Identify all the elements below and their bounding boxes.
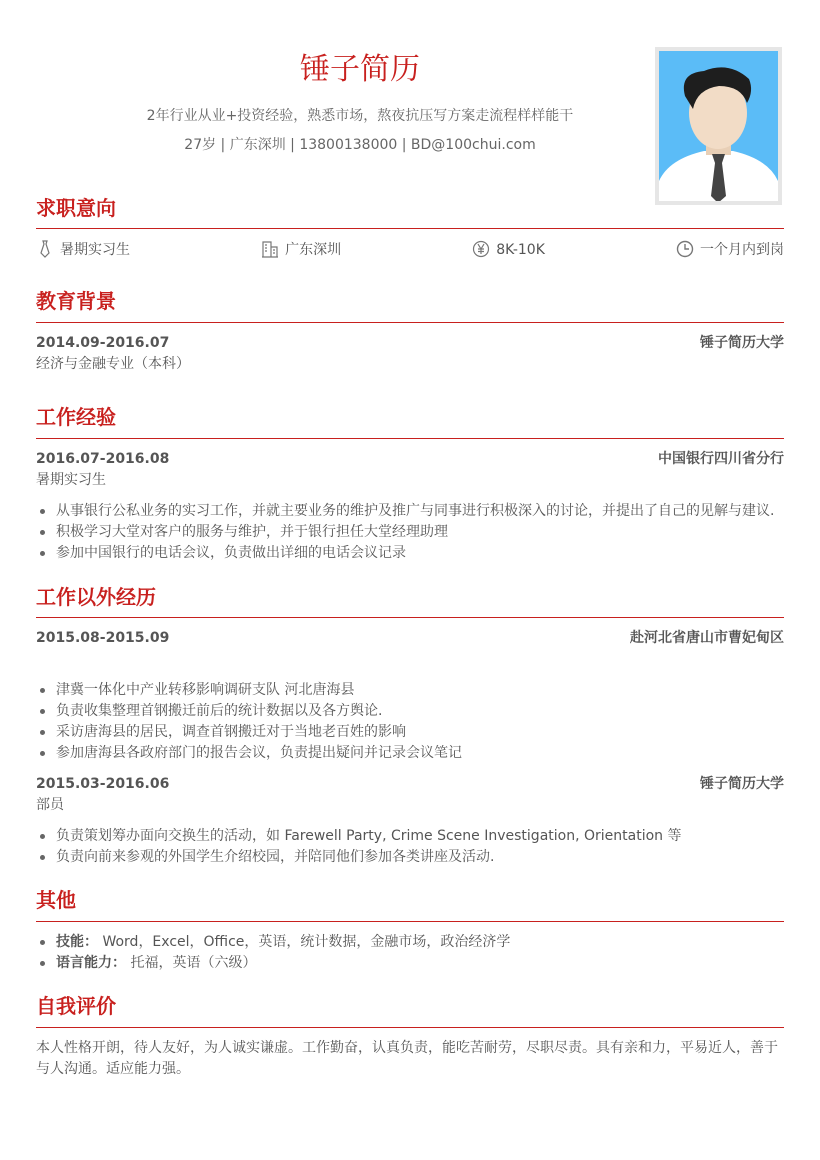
clock-icon [676,240,694,258]
edu-date: 2014.09-2016.07 [36,335,170,351]
resume-name: 锤子简历 [300,52,420,87]
edu-major: 经济与金融专业（本科） [36,356,190,372]
exp-role: 部员 [36,797,64,813]
intent-city: 广东深圳 [261,239,341,261]
list-item: 负责收集整理首钢搬迁前后的统计数据以及各方舆论. [36,701,784,722]
section-title: 其他 [36,888,76,912]
avatar-photo [655,47,782,205]
list-item: 参加中国银行的电话会议，负责做出详细的电话会议记录 [36,543,784,564]
work-date: 2016.07-2016.08 [36,451,170,467]
work-org: 中国银行四川省分行 [658,451,784,467]
exp-date: 2015.03-2016.06 [36,776,170,792]
edu-school: 锤子简历大学 [700,335,784,351]
tie-icon [36,240,54,258]
self-evaluation-text: 本人性格开朗，待人友好，为人诚实谦虚。工作勤奋，认真负责，能吃苦耐劳，尽职尽责。具有亲和力，平易近人，善于与人沟通。适应能力强。 [36,1040,778,1077]
list-item: 参加唐海县各政府部门的报告会议，负责提出疑问并记录会议笔记 [36,743,784,764]
section-others [36,886,784,974]
tagline: 2年行业从业+投资经验，熟悉市场，熬夜抗压写方案走流程样样能干 [146,108,574,124]
exp-org: 赴河北省唐山市曹妃甸区 [630,630,784,646]
section-title: 工作以外经历 [36,585,156,609]
work-role: 暑期实习生 [36,472,106,488]
building-icon [261,240,279,258]
contact-info: 27岁 | 广东深圳 | 13800138000 | BD@100chui.com [184,137,536,153]
divider [36,617,784,618]
yen-icon [472,240,490,258]
list-item: 津冀一体化中产业转移影响调研支队 河北唐海县 [36,680,784,701]
section-title: 求职意向 [36,196,116,220]
divider [36,921,784,922]
section-title: 教育背景 [36,289,116,313]
divider [36,322,784,323]
person-avatar-icon [659,51,778,201]
section-education [36,287,784,375]
list-item: 技能： Word，Excel，Office，英语，统计数据，金融市场，政治经济学 [36,932,784,953]
exp-org: 锤子简历大学 [700,776,784,792]
list-item: 积极学习大堂对客户的服务与维护，并于银行担任大堂经理助理 [36,522,784,543]
section-title: 自我评价 [36,994,116,1018]
list-item: 采访唐海县的居民，调查首钢搬迁对于当地老百姓的影响 [36,722,784,743]
list-item: 语言能力： 托福，英语（六级） [36,953,784,974]
divider [36,1027,784,1028]
list-item: 负责向前来参观的外国学生介绍校园，并陪同他们参加各类讲座及活动. [36,847,784,868]
divider [36,438,784,439]
divider [36,228,784,229]
section-intent [36,194,784,261]
exp-role [36,649,784,670]
list-item: 从事银行公私业务的实习工作，并就主要业务的维护及推广与同事进行积极深入的讨论，并提出了自己的见解与建议. [36,501,784,522]
intent-availability: 一个月内到岗 [676,239,784,261]
intent-salary: 8K-10K [472,239,545,261]
section-work [36,403,784,564]
section-title: 工作经验 [36,405,116,429]
intent-job: 暑期实习生 [36,239,130,261]
list-item: 负责策划筹办面向交换生的活动，如 Farewell Party, Crime Scene Investigation, Orientation 等 [36,826,784,847]
section-other-experience [36,583,784,868]
exp-date: 2015.08-2015.09 [36,630,170,646]
section-self-evaluation [36,992,784,1080]
